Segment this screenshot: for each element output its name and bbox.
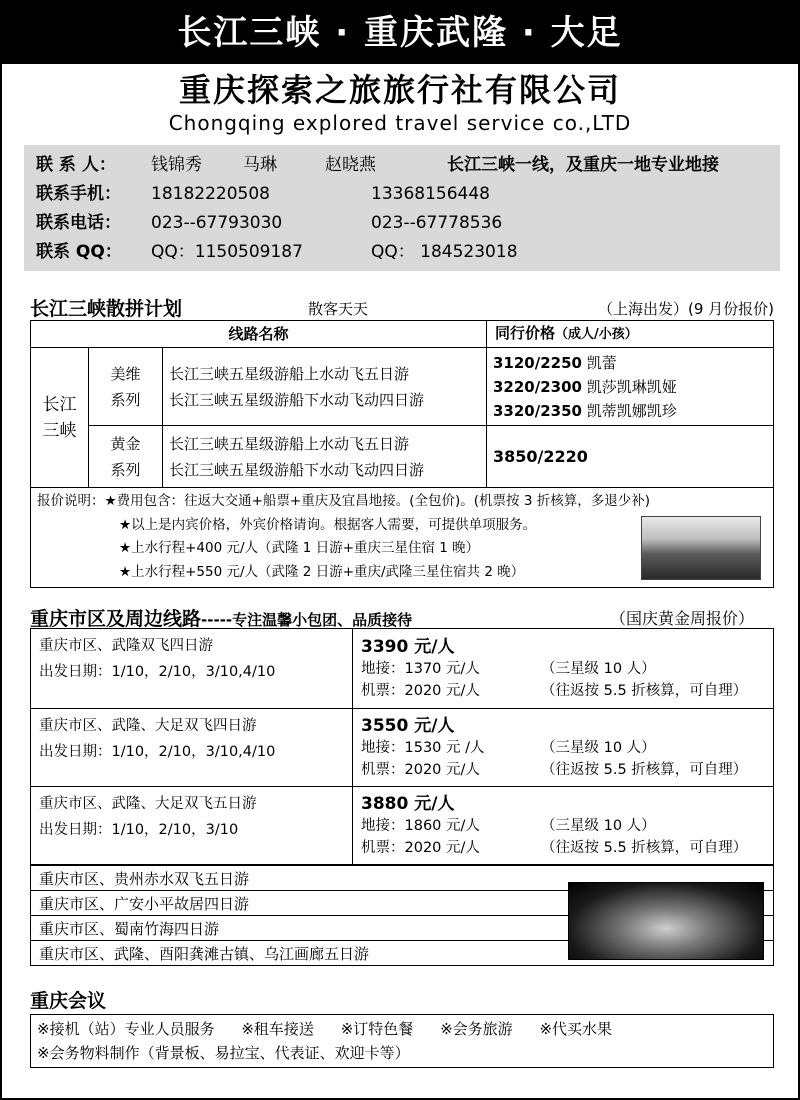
tour-ground-note: （三星级 10 人） [541, 660, 656, 677]
yangtze-section-header [30, 294, 774, 321]
contact-specialty: 长江三峡一线，及重庆一地专业地接 [447, 155, 719, 175]
contact-mobile-row [36, 180, 768, 209]
contact-phone: 023--67778536 [371, 213, 503, 233]
meeting-services [30, 1014, 774, 1068]
meeting-row [37, 1041, 767, 1065]
tour-info-cell [31, 787, 353, 865]
region-cell [31, 348, 89, 488]
region-label: 长江三峡 [42, 394, 77, 441]
tour-ground-line [361, 815, 765, 837]
table-row [31, 426, 774, 488]
tour-ground-note: （三星级 10 人） [541, 739, 656, 756]
city-night-photo [568, 882, 764, 960]
contact-person: 赵晓燕 [325, 155, 376, 175]
contact-qq-label: 联系 QQ： [36, 242, 122, 262]
company-name-en: Chongqing explored travel service co.,LTD [168, 111, 632, 135]
tour-name: 重庆市区、武隆双飞四日游 [39, 638, 213, 654]
price-line [493, 399, 767, 423]
tour-ground-line [361, 658, 765, 680]
col-route-header: 线路名称 [31, 321, 487, 348]
route-name: 重庆市区、武隆、酉阳龚滩古镇、乌江画廊五日游 [31, 941, 774, 966]
route-name: 长江三峡五星级游船上水动飞五日游 [169, 364, 410, 383]
chongqing-tour-table [30, 628, 774, 865]
yangtze-price-table [30, 320, 774, 488]
price-cell [487, 348, 774, 426]
col-price-sub: （成人/小孩） [555, 327, 638, 342]
tour-total-price: 3550 元/人 [361, 715, 455, 736]
tour-air-line [361, 759, 765, 781]
route-name: 重庆市区、蜀南竹海四日游 [31, 916, 774, 941]
note-line: ★以上是内宾价格，外宾价格请询。根据客人需要，可提供单项服务。 [119, 516, 537, 533]
note-line: ★上水行程+400 元/人（武隆 1 日游+重庆三星住宿 1 晚） [119, 540, 480, 556]
route-name: 长江三峡五星级游船下水动飞动四日游 [169, 390, 425, 409]
col-price-header [487, 321, 774, 348]
ship-name: 凯蒂凯娜凯珍 [586, 401, 677, 420]
contact-mobile-label: 联系手机： [36, 184, 121, 204]
contact-person-label: 联 系 人： [36, 155, 116, 175]
tour-info-cell [31, 709, 353, 787]
tour-name: 重庆市区、武隆、大足双飞四日游 [39, 718, 257, 734]
tour-dates: 出发日期：1/10，2/10，3/10,4/10 [39, 664, 276, 680]
tour-air-line [361, 680, 765, 702]
tour-air-note: （往返按 5.5 折核算，可自理） [541, 839, 748, 856]
tour-price-cell [353, 709, 774, 787]
yangtze-quote-note: （上海出发）(9 月份报价) [597, 300, 774, 318]
table-row [31, 787, 774, 865]
table-row [31, 629, 774, 709]
tour-air-price: 机票：2020 元/人 [361, 682, 480, 699]
tour-ground-note: （三星级 10 人） [541, 817, 656, 834]
tour-ground-price: 地接：1860 元/人 [361, 817, 480, 834]
contact-qq-row [36, 238, 768, 267]
gorge-photo [641, 516, 761, 580]
tour-ground-price: 地接：1530 元 /人 [361, 739, 485, 756]
tour-name: 重庆市区、武隆、大足双飞五日游 [39, 796, 257, 812]
meeting-service: ※订特色餐 [340, 1020, 414, 1038]
chongqing-section-header [30, 604, 774, 631]
meeting-row [37, 1017, 767, 1041]
meeting-service: ※租车接送 [241, 1020, 314, 1038]
series-label: 美维系列 [110, 364, 141, 409]
chongqing-quote-note: （国庆黄金周报价） [609, 609, 754, 628]
tour-air-note: （往返按 5.5 折核算，可自理） [541, 682, 748, 699]
tour-air-price: 机票：2020 元/人 [361, 761, 480, 778]
chongqing-section-title: 重庆市区及周边线路 [30, 608, 202, 630]
contact-panel [24, 145, 780, 271]
contact-person: 钱锦秀 [151, 155, 202, 175]
yangtze-section-title: 长江三峡散拼计划 [30, 298, 183, 320]
tour-price-cell [353, 787, 774, 865]
table-row [31, 348, 774, 426]
route-name: 长江三峡五星级游船下水动飞动四日游 [169, 460, 425, 479]
contact-mobile: 13368156448 [371, 184, 490, 204]
route-cell [163, 348, 487, 426]
meeting-title: 重庆会议 [30, 990, 107, 1012]
contact-qq: QQ：1150509187 [151, 242, 303, 262]
price-line [493, 375, 767, 399]
route-name: 重庆市区、贵州赤水双飞五日游 [31, 866, 774, 891]
company-header [2, 70, 798, 136]
contact-phone-label: 联系电话： [36, 213, 121, 233]
meeting-service: ※代买水果 [539, 1020, 613, 1038]
tour-dates: 出发日期：1/10，2/10，3/10,4/10 [39, 744, 276, 760]
note-line: ★上水行程+550 元/人（武隆 2 日游+重庆/武隆三星住宿共 2 晚） [119, 563, 525, 580]
contact-person: 马琳 [243, 155, 277, 175]
tour-dates: 出发日期：1/10，2/10，3/10 [39, 822, 239, 838]
tour-info-cell [31, 629, 353, 709]
tour-air-line [361, 837, 765, 859]
price-value: 3120/2250 [493, 353, 582, 372]
company-name-cn: 重庆探索之旅旅行社有限公司 [178, 71, 621, 109]
yangtze-daily: 散客天天 [308, 300, 369, 318]
price-value: 3220/2300 [493, 377, 582, 396]
table-header-row [31, 321, 774, 348]
tour-ground-price: 地接：1370 元/人 [361, 660, 480, 677]
series-cell [89, 348, 163, 426]
price-value: 3320/2350 [493, 401, 582, 420]
meeting-service: ※接机（站）专业人员服务 [37, 1020, 215, 1038]
series-label: 黄金系列 [110, 434, 141, 479]
chongqing-section-subtitle: -----专注温馨小包团、品质接待 [201, 611, 413, 629]
route-cell [163, 426, 487, 488]
tour-price-cell [353, 629, 774, 709]
route-name: 重庆市区、广安小平故居四日游 [31, 891, 774, 916]
contact-mobile: 18182220508 [151, 184, 270, 204]
contact-phone-row [36, 209, 768, 238]
table-row [31, 709, 774, 787]
price-value: 3850/2220 [493, 446, 588, 466]
banner-title: 长江三峡 · 重庆武隆 · 大足 [2, 2, 798, 64]
price-line [493, 351, 767, 375]
tour-air-price: 机票：2020 元/人 [361, 839, 480, 856]
col-price-label: 同行价格 [495, 324, 556, 342]
ship-name: 凯蕾 [586, 353, 617, 372]
route-name: 长江三峡五星级游船上水动飞五日游 [169, 434, 410, 453]
contact-qq: QQ： 184523018 [371, 242, 518, 262]
tour-air-note: （往返按 5.5 折核算，可自理） [541, 761, 748, 778]
series-cell [89, 426, 163, 488]
price-notes [30, 486, 774, 588]
contact-persons-row [36, 151, 768, 180]
tour-total-price: 3880 元/人 [361, 793, 455, 814]
tour-total-price: 3390 元/人 [361, 636, 455, 657]
price-cell [487, 426, 774, 488]
meeting-service: ※会务物料制作（背景板、易拉宝、代表证、欢迎卡等） [37, 1044, 410, 1062]
ship-name: 凯莎凯琳凯娅 [586, 377, 677, 396]
contact-phone: 023--67793030 [151, 213, 283, 233]
meeting-service: ※会务旅游 [440, 1020, 513, 1038]
tour-ground-line [361, 737, 765, 759]
note-line: 报价说明：★费用包含：往返大交通+船票+重庆及宜昌地接。(全包价)。(机票按 3 折核算，多退少补) [37, 493, 650, 509]
